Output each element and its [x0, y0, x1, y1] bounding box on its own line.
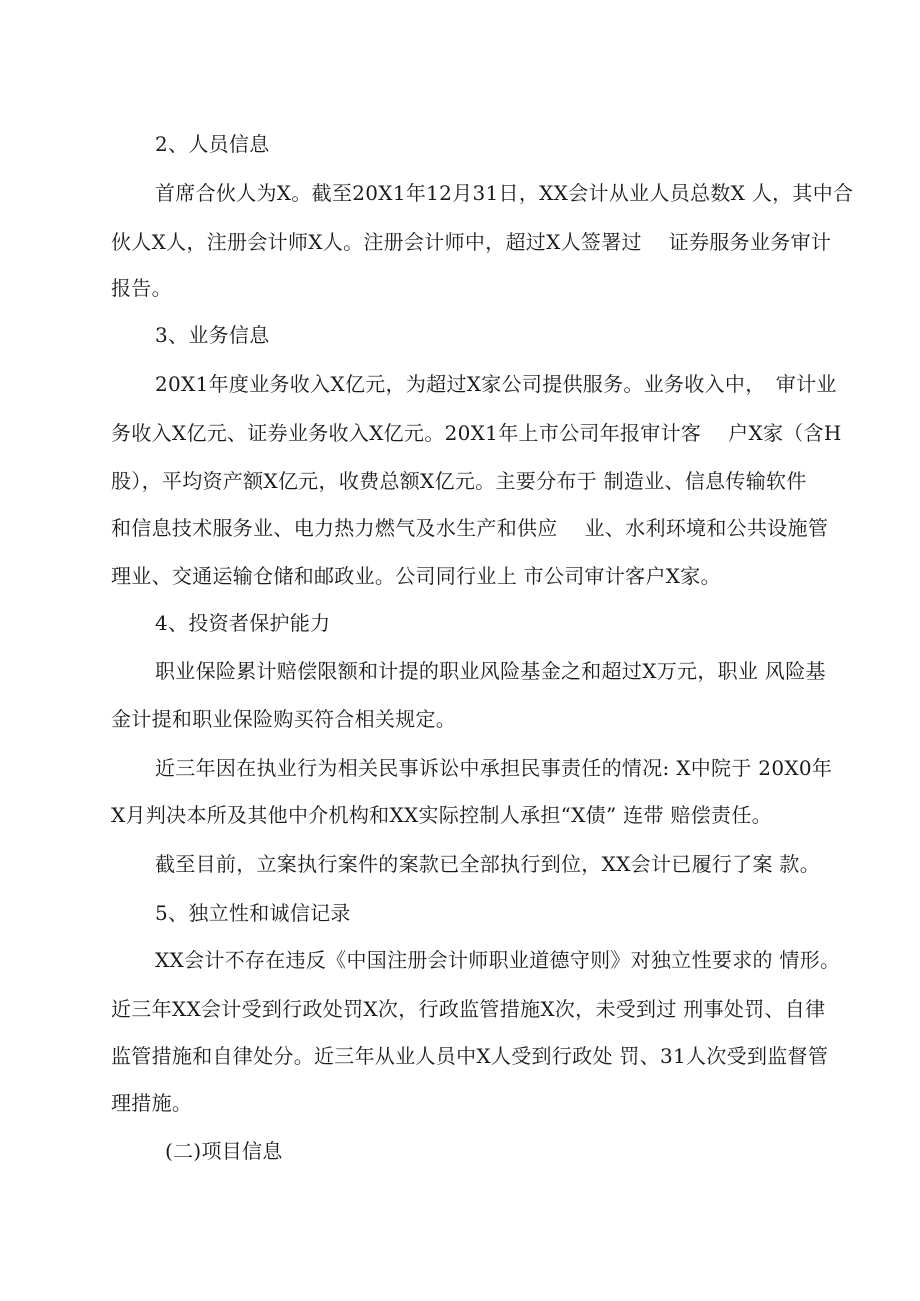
paragraph-line: 监管措施和自律处分。近三年从业人员中X人受到行政处 罚、31人次受到监督管	[111, 1044, 829, 1068]
paragraph-line: 20X1年度业务收入X亿元，为超过X家公司提供服务。业务收入中， 审计业	[155, 372, 837, 396]
paragraph-line: 务收入X亿元、证券业务收入X亿元。20X1年上市公司年报审计客 户X家（含H	[111, 421, 842, 445]
paragraph-line: 理业、交通运输仓储和邮政业。公司同行业上 市公司审计客户X家。	[111, 564, 721, 588]
section-title-investor-protection: 4、投资者保护能力	[155, 611, 331, 635]
paragraph-line: 和信息技术服务业、电力热力燃气及水生产和供应 业、水利环境和公共设施管	[111, 516, 829, 540]
paragraph-line: 股），平均资产额X亿元，收费总额X亿元。主要分布于 制造业、信息传输软件	[111, 469, 807, 493]
paragraph-line: 报告。	[111, 276, 172, 300]
paragraph-line: 截至目前，立案执行案件的案款已全部执行到位，XX会计已履行了案 款。	[155, 852, 821, 876]
paragraph-line: 理措施。	[111, 1091, 193, 1115]
paragraph-line: 金计提和职业保险购买符合相关规定。	[111, 707, 457, 731]
paragraph-line: 近三年XX会计受到行政处罚X次，行政监管措施X次，未受到过 刑事处罚、自律	[111, 997, 826, 1021]
section-title-personnel: 2、人员信息	[155, 132, 270, 156]
paragraph-line: 近三年因在执业行为相关民事诉讼中承担民事责任的情况: X中院于 20X0年	[155, 756, 833, 780]
paragraph-line: X月判决本所及其他中介机构和XX实际控制人承担“X债” 连带 赔偿责任。	[111, 803, 772, 827]
section-title-business: 3、业务信息	[155, 323, 270, 347]
section-title-project-info: (二)项目信息	[165, 1139, 283, 1163]
paragraph-line: XX会计不存在违反《中国注册会计师职业道德守则》对独立性要求的 情形。	[155, 948, 841, 972]
paragraph-line: 职业保险累计赔偿限额和计提的职业风险基金之和超过X万元，职业 风险基	[155, 659, 826, 683]
section-title-independence: 5、独立性和诚信记录	[155, 901, 351, 925]
paragraph-line: 伙人X人，注册会计师X人。注册会计师中，超过X人签署过 证券服务业务审计	[111, 230, 832, 254]
paragraph-line: 首席合伙人为X。截至20X1年12月31日，XX会计从业人员总数X 人，其中合	[155, 181, 854, 205]
